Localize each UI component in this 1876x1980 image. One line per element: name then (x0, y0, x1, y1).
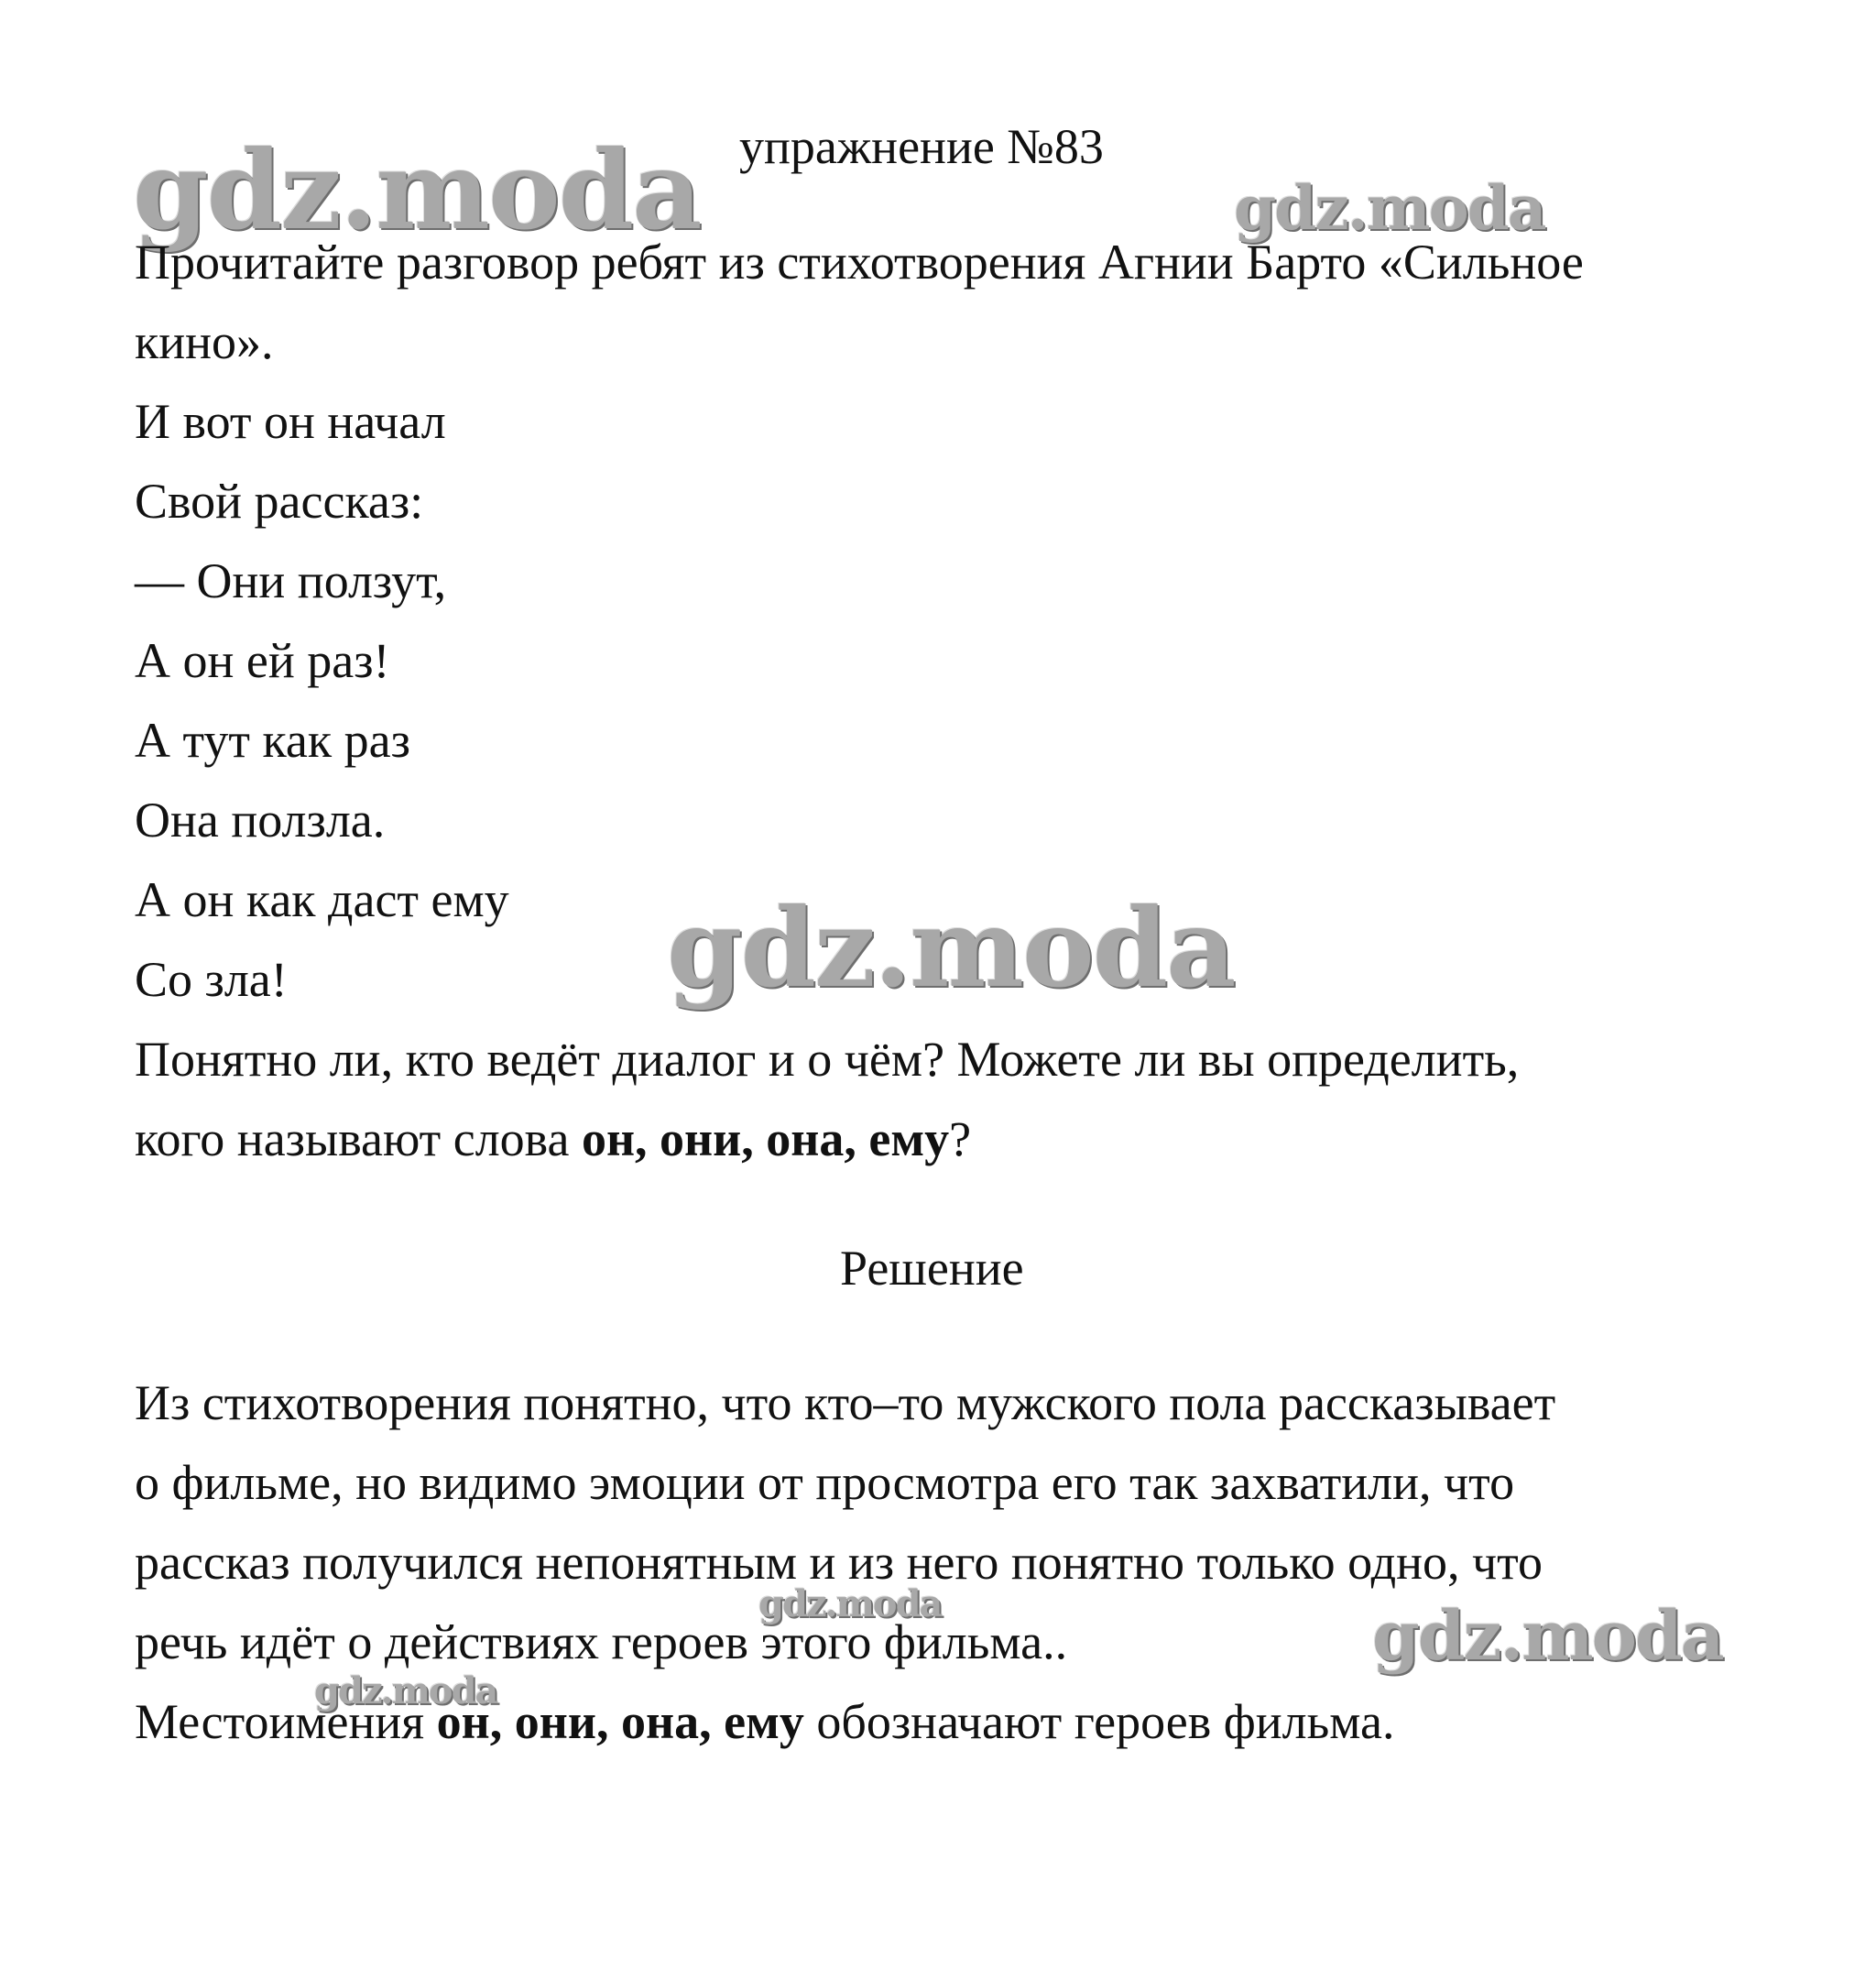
poem-line: А он ей раз! (135, 633, 390, 688)
task-intro-line: Прочитайте разговор ребят из стихотворения Агнии Барто «Сильное (135, 235, 1584, 290)
solution-final-line (135, 1692, 1394, 1751)
poem-line: А он как даст ему (135, 872, 509, 927)
poem-line: А тут как раз (135, 713, 410, 768)
question-bold-words: он, они, она, ему (581, 1111, 950, 1166)
question-text: кого называют слова (135, 1111, 582, 1166)
watermark-logo: gdz.moda (314, 1669, 497, 1712)
final-text: Местоимения (135, 1694, 437, 1749)
task-intro-line: кино». (135, 314, 274, 369)
question-line: Понятно ли, кто ведёт диалог и о чём? Можете ли вы определить, (135, 1032, 1520, 1087)
solution-line: Из стихотворения понятно, что кто–то мужского пола рассказывает (135, 1375, 1556, 1430)
watermark-logo: gdz.moda (667, 884, 1235, 1012)
watermark-logo: gdz.moda (133, 126, 701, 254)
final-text-end: обозначают героев фильма. (803, 1694, 1395, 1749)
question-line (135, 1110, 971, 1168)
solution-line: рассказ получился непонятным и из него понятно только одно, что (135, 1535, 1543, 1590)
watermark-logo: gdz.moda (1372, 1597, 1723, 1676)
poem-line: Со зла! (135, 952, 288, 1007)
solution-line: о фильме, но видимо эмоции от просмотра его так захватили, что (135, 1455, 1515, 1510)
question-mark: ? (949, 1111, 972, 1166)
solution-line: речь идёт о действиях героев этого фильма.. (135, 1614, 1068, 1669)
poem-line: — Они ползут, (135, 553, 447, 608)
poem-line: Свой рассказ: (135, 474, 424, 529)
poem-line: Она ползла. (135, 793, 386, 848)
solution-title: Решение (840, 1241, 1024, 1296)
watermark-logo: gdz.moda (1234, 172, 1545, 244)
exercise-title: упражнение №83 (739, 119, 1104, 174)
final-bold-words: он, они, она, ему (436, 1694, 804, 1749)
watermark-logo: gdz.moda (758, 1582, 942, 1625)
poem-line: И вот он начал (135, 394, 446, 449)
